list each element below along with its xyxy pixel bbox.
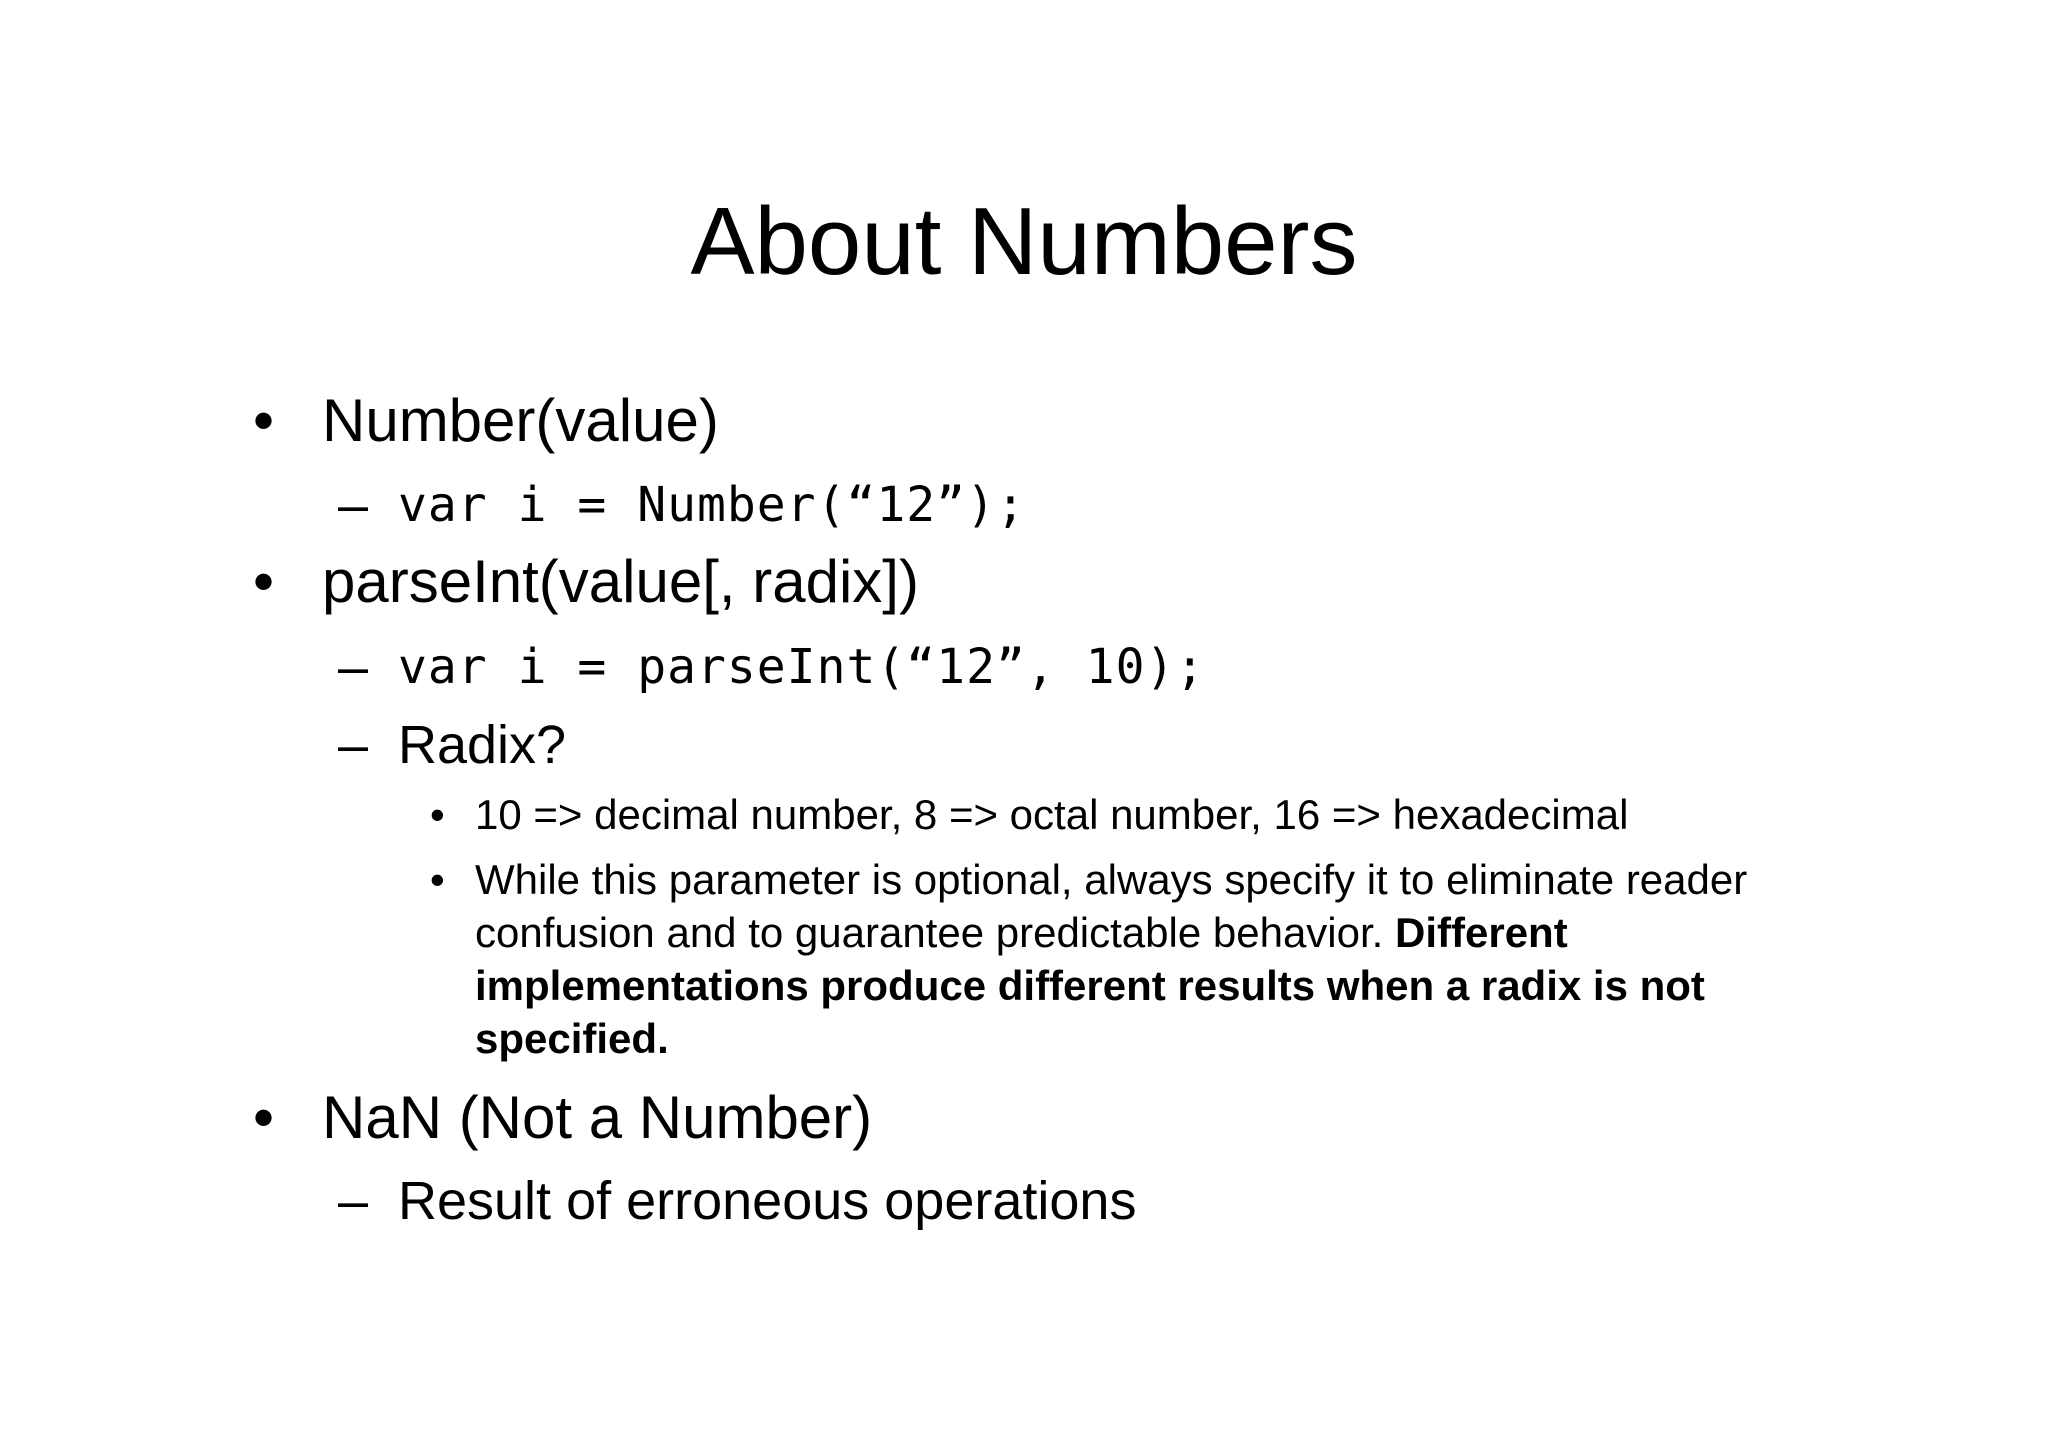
bullet-nan: NaN (Not a Number) [322,1084,873,1151]
bullet-icon: • [430,791,445,838]
code-example-number: var i = Number(“12”); [398,477,1026,533]
dash-icon: – [338,475,369,535]
radix-question: Radix? [398,715,567,775]
dash-icon: – [338,715,369,775]
radix-advice [475,853,1895,1065]
bullet-parseint: parseInt(value[, radix]) [322,548,919,615]
dash-icon: – [338,1171,369,1231]
bullet-icon: • [253,1084,275,1151]
nan-description: Result of erroneous operations [398,1171,1137,1231]
radix-advice-bold: Different implementations produce different results when a radix is not specified. [475,909,1705,1062]
code-example-parseint: var i = parseInt(“12”, 10); [398,639,1206,695]
bullet-icon: • [253,548,275,615]
bullet-icon: • [430,856,445,903]
slide-title: About Numbers [690,188,1358,295]
radix-advice-text: While this parameter is optional, always specify it to eliminate reader confusion and to guarantee predictable behavior. [475,856,1748,956]
dash-icon: – [338,637,369,697]
bullet-number-value: Number(value) [322,387,719,454]
radix-values: 10 => decimal number, 8 => octal number, 16 => hexadecimal [475,791,1629,838]
bullet-icon: • [253,387,275,454]
